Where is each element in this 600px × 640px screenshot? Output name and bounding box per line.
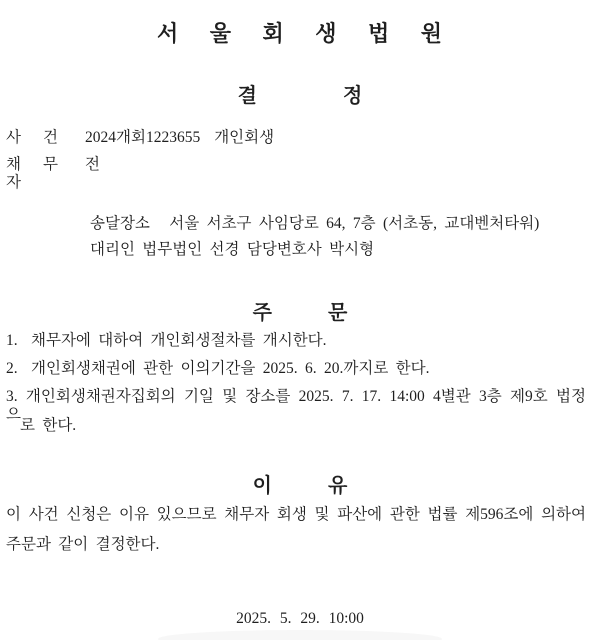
case-label: 사 건	[6, 129, 58, 146]
order-item-1-number: 1.	[6, 332, 18, 349]
order-item-2	[6, 360, 430, 378]
service-address-value: 서울 서초구 사임당로 64, 7층 (서초동, 교대벤처타워)	[169, 215, 540, 232]
reasons-section-heading	[0, 469, 600, 498]
debtor-name: 전	[85, 156, 100, 173]
reasons-heading-char-right: 유	[328, 475, 348, 497]
order-item-3-number: 3.	[6, 388, 18, 405]
case-number-row	[6, 129, 274, 147]
debtor-label: 채 무 자	[6, 156, 58, 191]
order-heading-char-right: 문	[328, 302, 348, 324]
document-title-char-right: 정	[343, 85, 363, 107]
court-name-heading: 서 울 회 생 법 원	[156, 21, 443, 46]
reasons-body-line-1: 이 사건 신청은 이유 있으므로 채무자 회생 및 파산에 관한 법률 제596조에 의하여	[6, 506, 586, 523]
order-item-3-text: 개인회생채권자집회의 기일 및 장소를 2025. 7. 17. 14:00 4별관 3층 제9호 법정으	[6, 388, 586, 423]
reasons-heading-char-left: 이	[252, 475, 272, 497]
scan-smudge-artifact	[158, 630, 442, 640]
order-item-2-text: 개인회생채권에 관한 이의기간을 2025. 6. 20.까지로 한다.	[31, 360, 430, 377]
order-item-3-continuation: 로 한다.	[20, 417, 77, 434]
order-item-3	[6, 388, 586, 424]
case-type: 개인회생	[214, 129, 275, 146]
order-item-2-number: 2.	[6, 360, 18, 377]
reasons-body-line-2: 주문과 같이 결정한다.	[6, 536, 160, 553]
case-number: 2024개회1223655	[85, 129, 201, 146]
service-address-label: 송달장소	[90, 215, 150, 232]
service-address-row	[90, 215, 539, 233]
document-title	[0, 79, 600, 108]
order-item-1	[6, 332, 327, 350]
document-title-char-left: 결	[237, 85, 257, 107]
representative-row: 대리인 법무법인 선경 담당변호사 박시형	[90, 241, 375, 258]
order-heading-char-left: 주	[252, 302, 272, 324]
order-section-heading	[0, 296, 600, 325]
order-item-1-text: 채무자에 대하여 개인회생절차를 개시한다.	[31, 332, 327, 349]
decision-datetime: 2025. 5. 29. 10:00	[236, 610, 364, 627]
debtor-row	[6, 156, 100, 192]
